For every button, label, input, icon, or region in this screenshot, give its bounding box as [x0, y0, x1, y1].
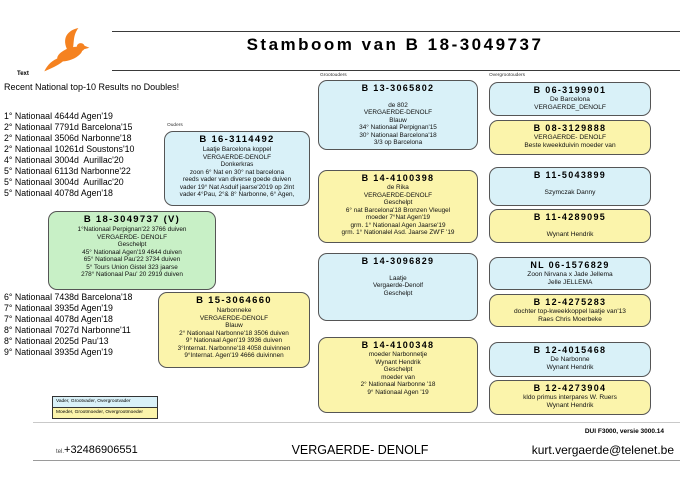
- text-line: VERGAERDE_DENOLF: [534, 103, 606, 111]
- text-line: grm. 1° Nationalel Asd. Jaarse ZW'F '19: [341, 229, 455, 236]
- column-label-great-grandparents: Overgrootouders: [489, 73, 525, 78]
- text-line: 2° Nationaal 3506d Narbonne'18: [4, 133, 132, 143]
- pedigree-box-lines: [493, 223, 647, 239]
- phone-value: +32486906551: [64, 444, 138, 456]
- text-line: zoon 6° Nat en 30° nat barcelona: [189, 168, 285, 176]
- text-line: 30° Nationaal Barcelona'18: [359, 131, 437, 139]
- footer-rule-bottom: [33, 460, 680, 461]
- text-line: 2° Nationaal Narbonne '18: [360, 381, 436, 388]
- phone-number: [56, 444, 138, 456]
- pedigree-box-great-grandfather-4[interactable]: [489, 342, 651, 377]
- header-rule-top: [112, 31, 680, 32]
- pedigree-box-lines: [493, 134, 647, 150]
- pedigree-box-great-grandmother-1[interactable]: [489, 120, 651, 155]
- ring-number: B 12-4275283: [533, 297, 607, 307]
- text-line: VERGAERDE-DENOLF: [363, 109, 433, 116]
- text-line: Jelle JELLEMA: [547, 278, 593, 286]
- ring-number: NL 06-1576829: [530, 260, 610, 270]
- text-line: 9° Nationaal Agen '19: [367, 388, 429, 396]
- text-line: 8° Nationaal 7027d Narbonne'11: [4, 325, 131, 335]
- text-line: moeder van: [381, 373, 415, 381]
- pedigree-box-lines: [493, 181, 647, 197]
- text-line: 3°Internat. Narbonne'18 4058 duivinnen: [177, 344, 291, 352]
- pedigree-box-great-grandmother-3[interactable]: [489, 294, 651, 327]
- text-line: 9° Nationaal Agen'19 3936 duiven: [185, 337, 283, 344]
- ring-number: B 13-3065802: [361, 83, 435, 93]
- ring-number: B 11-5043899: [533, 170, 607, 180]
- text-line: 6° nat Barcelona'18 Bronzen Vleugel: [345, 206, 451, 214]
- text-line: de Rika: [387, 184, 409, 191]
- text-line: 45° Nationaal Agen'19 4644 duiven: [82, 248, 182, 256]
- text-line: Wynant Hendrik: [375, 358, 421, 366]
- text-line: 5° Nationaal 6113d Narbonne'22: [4, 166, 131, 176]
- text-line: VERGAERDE-DENOLF: [199, 314, 269, 322]
- text-line: [322, 267, 474, 275]
- column-label-grandparents: Grootouders: [320, 73, 347, 78]
- pigeon-logo-icon: [42, 26, 94, 74]
- pedigree-box-grandmother-maternal[interactable]: [318, 337, 478, 413]
- text-line: Beste kweekduivin moeder van: [524, 141, 616, 149]
- text-line: Wynant Hendrik: [546, 230, 594, 238]
- text-line: reeds vader van diverse goede duiven: [182, 176, 292, 183]
- text-line: Geschelpt: [117, 241, 147, 248]
- text-line: 7° Nationaal 3935d Agen'19: [4, 303, 113, 313]
- pedigree-box-lines: [493, 96, 647, 112]
- results-top-list: [4, 111, 134, 199]
- pedigree-box-grandmother-paternal[interactable]: [318, 170, 478, 243]
- pedigree-box-lines: [493, 394, 647, 410]
- software-version: DUI F3000, versie 3000.14: [584, 428, 664, 435]
- text-line: 65° Nationaal Pau'22 3734 duiven: [83, 256, 181, 263]
- page-title: Stamboom van B 18-3049737: [246, 35, 544, 54]
- fancier-name: VERGAERDE- DENOLF: [291, 443, 429, 457]
- text-line: De Narbonne: [550, 356, 590, 363]
- text-line: Wynant Hendrik: [546, 363, 594, 371]
- text-line: Donkerkras: [220, 161, 254, 168]
- ring-number: B 18-3049737 (V): [83, 214, 181, 225]
- footer-rule-top: [33, 422, 680, 423]
- text-line: VERGAERDE- DENOLF: [97, 233, 167, 241]
- pedigree-box-grandfather-paternal[interactable]: [318, 80, 478, 150]
- text-line: vader 19° Nat Asduif jaarse'2019 op 2Int: [179, 183, 295, 191]
- pedigree-box-great-grandmother-2[interactable]: [489, 209, 651, 243]
- text-line: 1° Nationaal 4644d Agen'19: [4, 111, 113, 121]
- ring-number: B 06-3199901: [533, 85, 607, 95]
- ring-number: B 15-3064660: [196, 295, 272, 306]
- text-line: dochter top-kweekkoppel laatje van'13: [514, 308, 626, 315]
- text-line: 5° Nationaal 3004d Aurillac'20: [4, 177, 124, 187]
- text-line: 8° Nationaal 2025d Pau'13: [4, 336, 109, 346]
- header-rule-bottom: [112, 70, 680, 71]
- ring-number: B 11-4289095: [533, 212, 607, 222]
- text-line: [322, 94, 474, 102]
- text-line: 7° Nationaal 4078d Agen'18: [4, 314, 113, 324]
- pedigree-box-great-grandfather-2[interactable]: [489, 167, 651, 206]
- text-line: Geschelpt: [383, 199, 413, 206]
- text-line: VERGAERDE-DENOLF: [363, 191, 433, 199]
- ring-number: B 12-4015468: [533, 345, 607, 355]
- text-line: VERGAERDE-DENOLF: [202, 153, 272, 161]
- text-line: 34° Nationaal Perpignan'15: [359, 124, 437, 131]
- pedigree-box-lines: [493, 308, 647, 324]
- pedigree-box-lines: [322, 267, 474, 297]
- text-line: de 802: [388, 101, 408, 109]
- pedigree-box-lines: [493, 271, 647, 287]
- tel-label: tel.: [56, 449, 65, 455]
- pedigree-box-lines: [493, 356, 647, 372]
- column-label-parents: Ouders: [167, 123, 183, 128]
- text-line: kldo primus interpares W. Ruers: [523, 394, 617, 401]
- pedigree-box-lines: [322, 184, 474, 237]
- text-label: Text: [17, 71, 29, 77]
- text-line: [493, 181, 647, 189]
- text-line: vader 4°Pau, 2°& 8° Narbonne, 6° Agen,: [179, 191, 295, 198]
- text-line: Laatje Barcelona koppel: [202, 146, 272, 153]
- text-line: 4° Nationaal 3004d Aurillac'20: [4, 155, 124, 165]
- text-line: grm. 1° Nationaal Agen Jaarse'19: [350, 221, 446, 229]
- results-bottom-list: [4, 292, 132, 358]
- legend-male: Vader, Grootvader, Overgrootvader: [53, 397, 157, 408]
- ring-number: B 14-4100398: [361, 173, 435, 183]
- text-line: De Barcelona: [550, 96, 590, 103]
- pedigree-box-lines: [168, 146, 306, 199]
- text-line: moeder 7°Nat Agen'19: [365, 214, 431, 221]
- text-line: Zoon Nirvana x Jade Jellema: [527, 271, 613, 278]
- text-line: Blauw: [389, 116, 407, 124]
- text-line: 9°Internat. Agen'19 4666 duivinnen: [184, 352, 284, 359]
- pedigree-box-great-grandmother-4[interactable]: [489, 380, 651, 415]
- ring-number: B 16-3114492: [199, 134, 275, 145]
- intro-line: Recent National top-10 Results no Doubles!: [4, 82, 180, 92]
- legend-female: Moeder, Grootmoeder, Overgrootmoeder: [53, 408, 157, 418]
- email-address: kurt.vergaerde@telenet.be: [531, 443, 674, 457]
- pedigree-box-grandfather-maternal[interactable]: [318, 253, 478, 321]
- pedigree-box-lines: [52, 226, 212, 279]
- text-line: 2° Nationaal 7791d Barcelona'15: [4, 122, 133, 132]
- pedigree-box-subject[interactable]: [48, 211, 216, 290]
- text-line: VERGAERDE- DENOLF: [533, 134, 607, 141]
- pedigree-box-great-grandfather-3[interactable]: [489, 257, 651, 290]
- text-line: 1°Nationaal Perpignan'22 3766 duiven: [77, 226, 187, 233]
- text-line: [493, 223, 647, 231]
- text-line: Vergaerde-Denolf: [372, 282, 424, 289]
- pedigree-box-mother[interactable]: [158, 292, 310, 368]
- ring-number: B 12-4273904: [533, 383, 607, 393]
- color-legend: [52, 396, 158, 419]
- pedigree-box-lines: [162, 307, 306, 360]
- text-line: 278° Nationaal Pau' 20 2919 duiven: [81, 271, 183, 278]
- text-line: 9° Nationaal 3935d Agen'19: [4, 347, 113, 357]
- ring-number: B 14-4100348: [361, 340, 435, 350]
- text-line: Blauw: [225, 322, 243, 329]
- text-line: Narbonneke: [216, 307, 252, 314]
- text-line: 2° Nationaal 10261d Soustons'10: [4, 144, 135, 154]
- text-line: 5° Nationaal 4078d Agen'18: [4, 188, 113, 198]
- pedigree-box-lines: [322, 351, 474, 396]
- text-line: Laatje: [389, 274, 407, 282]
- pedigree-box-lines: [322, 94, 474, 147]
- ring-number: B 08-3129888: [533, 123, 607, 133]
- text-line: 2° Nationaal Narbonne'18 3506 duiven: [179, 329, 289, 337]
- text-line: 3/3 op Barcelona: [373, 139, 423, 146]
- text-line: moeder Narbonnetje: [368, 351, 428, 358]
- ring-number: B 14-3096829: [361, 256, 435, 266]
- text-line: Geschelpt: [383, 289, 413, 297]
- text-line: Raes Chris Moerbeke: [538, 315, 602, 323]
- text-line: 5° Tours Union Gistel 323 jaarse: [86, 263, 178, 271]
- text-line: Geschelpt: [383, 366, 413, 373]
- text-line: Szymczak Danny: [544, 188, 596, 196]
- pedigree-box-great-grandfather-1[interactable]: [489, 82, 651, 116]
- text-line: Wynant Hendrik: [546, 401, 594, 409]
- pedigree-box-father[interactable]: [164, 131, 310, 206]
- text-line: 6° Nationaal 7438d Barcelona'18: [4, 292, 133, 302]
